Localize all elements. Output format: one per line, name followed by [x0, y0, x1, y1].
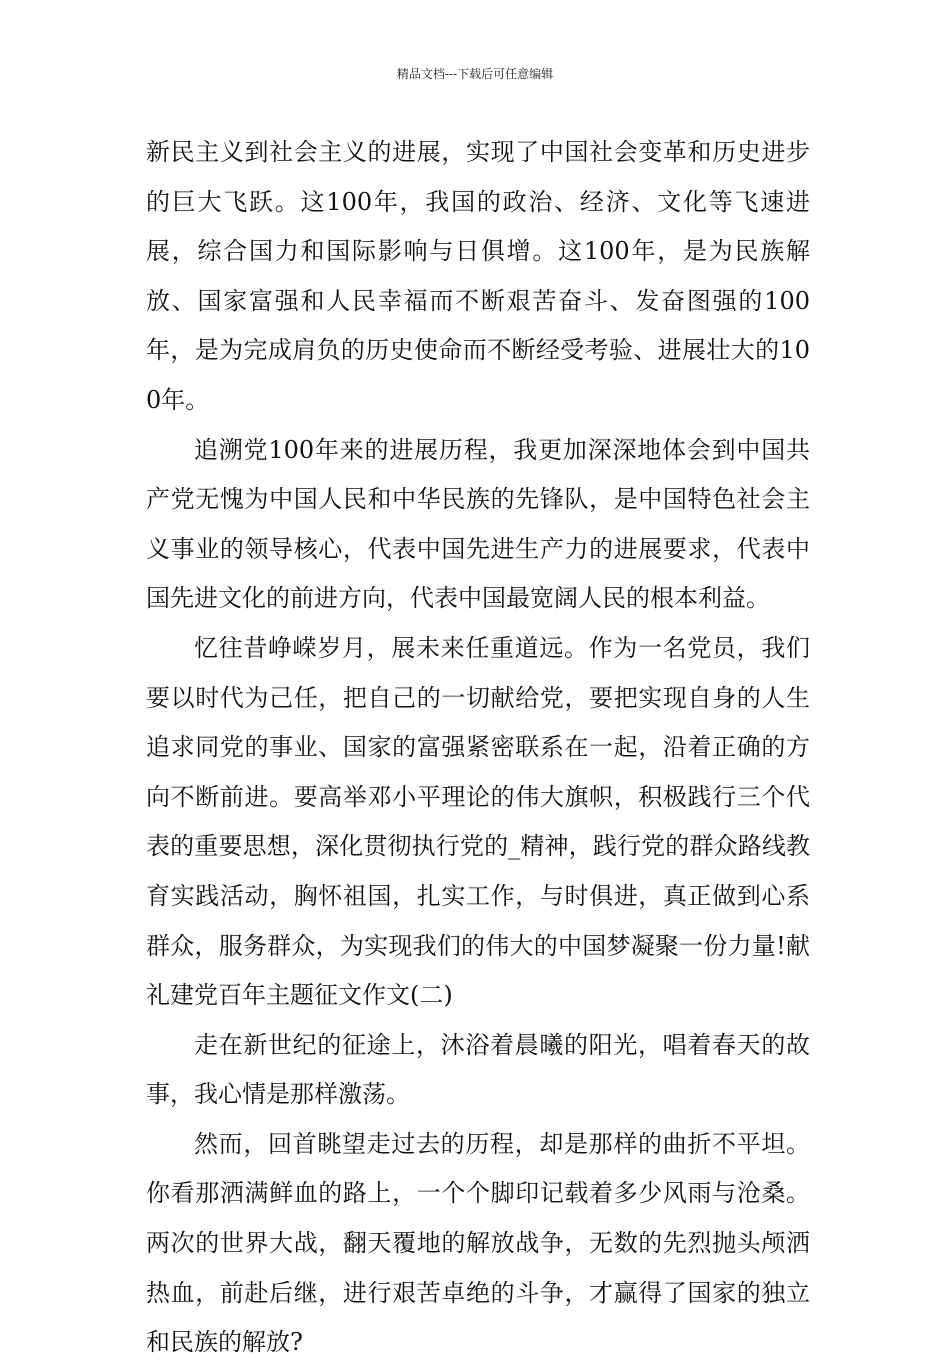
document-body [146, 128, 810, 1368]
paragraph: 忆往昔峥嵘岁月，展未来任重道远。作为一名党员，我们要以时代为己任，把自己的一切献给党，要把实现自身的人生追求同党的事业、国家的富强紧密联系在一起，沿着正确的方向不断前进。要高举邓小平理论的伟大旗帜，积极践行三个代表的重要思想，深化贯彻执行党的_精神，践行党的群众路线教育实践活动，胸怀祖国，扎实工作，与时俱进，真正做到心系群众，服务群众，为实现我们的伟大的中国梦凝聚一份力量!献礼建党百年主题征文作文(二) [146, 633, 810, 1010]
paragraph: 追溯党100年来的进展历程，我更加深深地体会到中国共产党无愧为中国人民和中华民族的先锋队，是中国特色社会主义事业的领导核心，代表中国先进生产力的进展要求，代表中国先进文化的前进方向，代表中国最宽阔人民的根本利益。 [146, 435, 810, 613]
paragraph: 走在新世纪的征途上，沐浴着晨曦的阳光，唱着春天的故事，我心情是那样激荡。 [146, 1030, 810, 1109]
page-header: 精品文档---下载后可任意编辑 [396, 67, 554, 81]
paragraph: 然而，回首眺望走过去的历程，却是那样的曲折不平坦。你看那洒满鲜血的路上，一个个脚印记载着多少风雨与沧桑。两次的世界大战，翻天覆地的解放战争，无数的先烈抛头颅洒热血，前赴后继，进行艰苦卓绝的斗争，才赢得了国家的独立和民族的解放? [146, 1129, 810, 1357]
paragraph-continuation: 新民主义到社会主义的进展，实现了中国社会变革和历史进步的巨大飞跃。这100年，我国的政治、经济、文化等飞速进展，综合国力和国际影响与日俱增。这100年，是为民族解放、国家富强和人民幸福而不断艰苦奋斗、发奋图强的100年，是为完成肩负的历史使命而不断经受考验、进展壮大的100年。 [146, 138, 810, 414]
